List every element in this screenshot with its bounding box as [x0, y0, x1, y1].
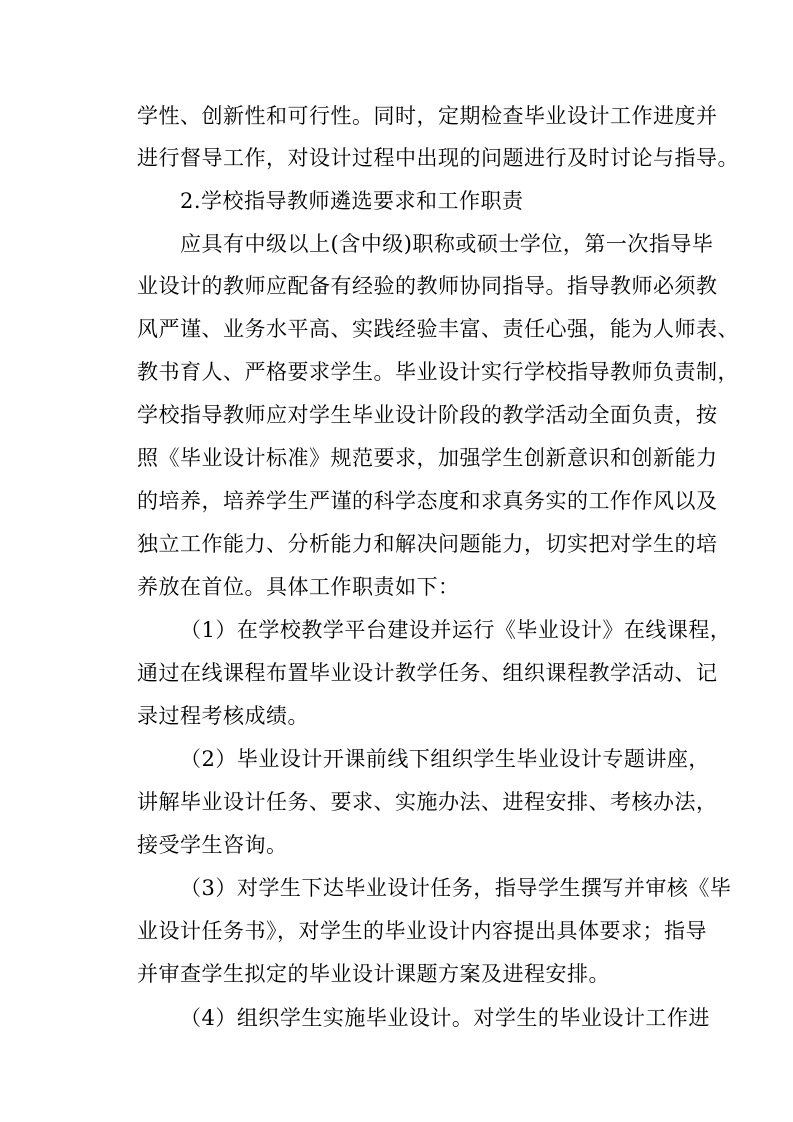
text-line: 业设计任务书》，对学生的毕业设计内容提出具体要求；指导 [137, 919, 707, 943]
list-item-1: （1）在学校教学平台建设并运行《毕业设计》在线课程， [180, 618, 732, 642]
text-line: 录过程考核成绩。 [137, 704, 309, 728]
list-item-3: （3）对学生下达毕业设计任务，指导学生撰写并审核《毕 [180, 876, 732, 900]
text-line: 风严谨、业务水平高、实践经验丰富、责任心强，能为人师表、 [137, 317, 739, 341]
text-line: 并审查学生拟定的毕业设计课题方案及进程安排。 [137, 962, 610, 986]
text-line: 独立工作能力、分析能力和解决问题能力，切实把对学生的培 [137, 532, 718, 556]
text-line: 业设计的教师应配备有经验的教师协同指导。指导教师必须教 [137, 274, 718, 298]
text-line: 学校指导教师应对学生毕业设计阶段的教学活动全面负责，按 [137, 403, 718, 427]
text-line: 学性、创新性和可行性。同时，定期检查毕业设计工作进度并 [137, 104, 718, 128]
text-line: 的培养，培养学生严谨的科学态度和求真务实的工作作风以及 [137, 489, 718, 513]
text-line: 照《毕业设计标准》规范要求，加强学生创新意识和创新能力 [137, 446, 718, 470]
list-item-2: （2）毕业设计开课前线下组织学生毕业设计专题讲座， [180, 747, 710, 771]
text-line: 讲解毕业设计任务、要求、实施办法、进程安排、考核办法， [137, 790, 718, 814]
list-item-4: （4）组织学生实施毕业设计。对学生的毕业设计工作进 [180, 1006, 710, 1030]
text-line: 进行督导工作，对设计过程中出现的问题进行及时讨论与指导。 [137, 146, 739, 170]
text-line: 教书育人、严格要求学生。毕业设计实行学校指导教师负责制， [137, 360, 739, 384]
text-line: 养放在首位。具体工作职责如下： [137, 575, 460, 599]
text-line: 通过在线课程布置毕业设计教学任务、组织课程教学活动、记 [137, 661, 718, 685]
section-heading: 2.学校指导教师遴选要求和工作职责 [180, 189, 524, 213]
text-line: 应具有中级以上(含中级)职称或硕士学位，第一次指导毕 [180, 232, 714, 256]
text-line: 接受学生咨询。 [137, 833, 288, 857]
